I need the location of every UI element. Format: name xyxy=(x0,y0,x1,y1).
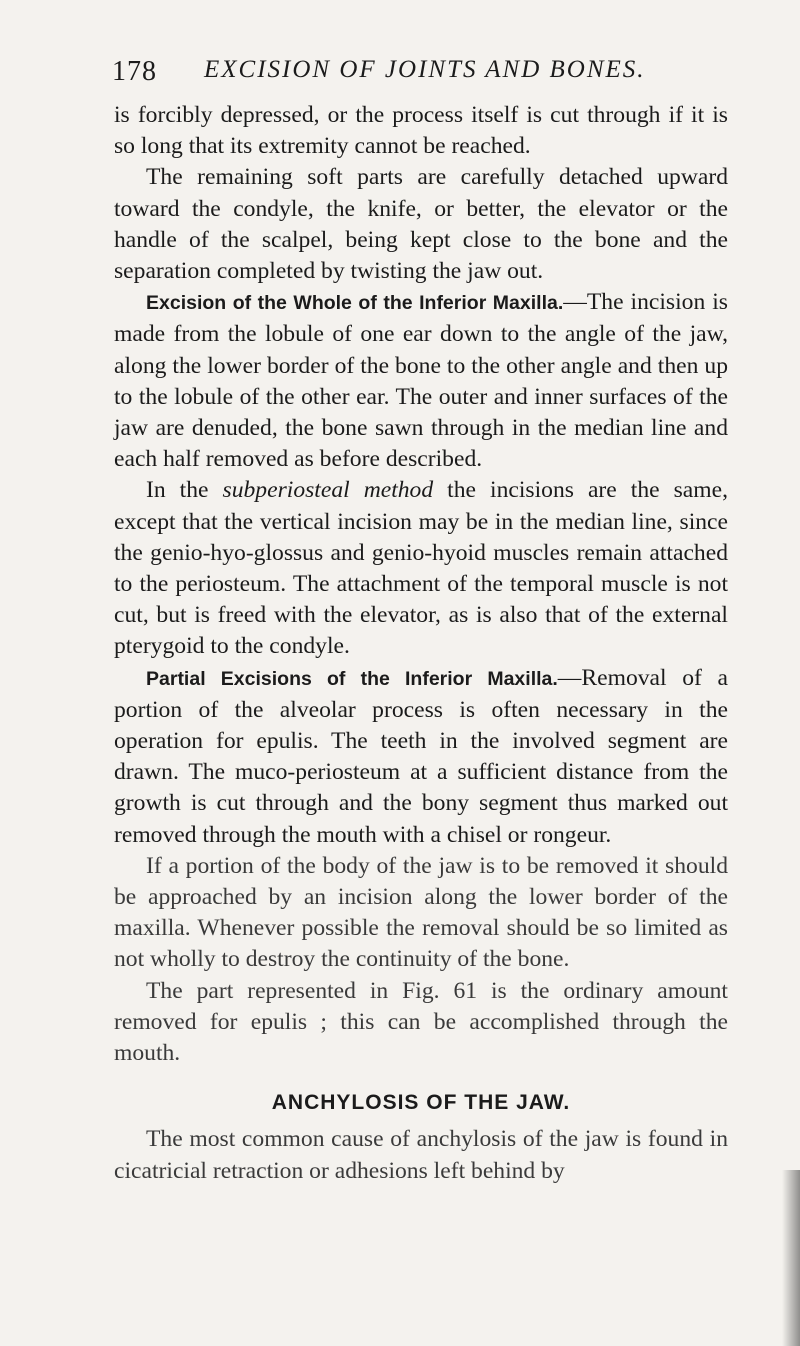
paragraph-body-of-jaw: If a portion of the body of the jaw is to be removed it should be approached by an incision along the lower border of the maxilla. Whenever possible the removal should be so limited as not wholly to destroy the continuity of the bone. xyxy=(114,852,728,973)
running-head: EXCISION OF JOINTS AND BONES. xyxy=(204,56,646,83)
page-header xyxy=(112,56,722,96)
page-edge-shadow xyxy=(782,1170,800,1346)
paragraph-continuation: is forcibly depressed, or the process itself is cut through if it is so long that its extremity cannot be reached. xyxy=(114,102,728,160)
body-text xyxy=(114,100,728,1187)
paragraph-text: In the xyxy=(146,477,223,504)
italic-term: subperiosteal method xyxy=(222,477,434,504)
paragraph-anchylosis: The most common cause of anchylosis of the jaw is found in cicatricial retraction or adhesions left behind by xyxy=(114,1126,728,1184)
paragraph-text: —The incision is made from the lobule of one ear down to the angle of the jaw, along the lower border of the bone to the other angle and then up to the lobule of the other ear. The outer and inner surfaces of the jaw are denuded, the bone sawn through in the median line and each half removed as before described. xyxy=(114,289,728,473)
paragraph-whole-inferior-maxilla xyxy=(114,287,728,475)
subheading-whole-inferior-maxilla: Excision of the Whole of the Inferior Maxilla. xyxy=(146,292,564,315)
subheading-partial-excisions: Partial Excisions of the Inferior Maxilla. xyxy=(146,667,558,690)
paragraph-fig-61: The part represented in Fig. 61 is the ordinary amount removed for epulis ; this can be accomplished through the mouth. xyxy=(114,977,728,1067)
paragraph-subperiosteal-method xyxy=(114,475,728,662)
paragraph-soft-parts: The remaining soft parts are carefully detached upward toward the condyle, the knife, or better, the elevator or the handle of the scalpel, being kept close to the bone and the separation completed by twisting the jaw out. xyxy=(114,164,728,285)
paragraph-partial-excisions xyxy=(114,663,728,851)
paragraph-text: —Removal of a portion of the alveolar process is often necessary in the operation for epulis. The teeth in the involved segment are drawn. The muco-periosteum at a sufficient distance from the growth is cut through and the bony segment thus marked out removed through the mouth with a chisel or rongeur. xyxy=(114,664,728,848)
section-heading-anchylosis: ANCHYLOSIS OF THE JAW. xyxy=(271,1091,571,1115)
page-number: 178 xyxy=(112,56,157,87)
paragraph-text: the incisions are the same, except that the vertical incision may be in the median line, since the genio-hyo-glossus and genio-hyoid muscles remain attached to the periosteum. The attachment of the temporal muscle is not cut, but is freed with the elevator, as is also that of the external pterygoid to the condyle. xyxy=(114,477,728,660)
